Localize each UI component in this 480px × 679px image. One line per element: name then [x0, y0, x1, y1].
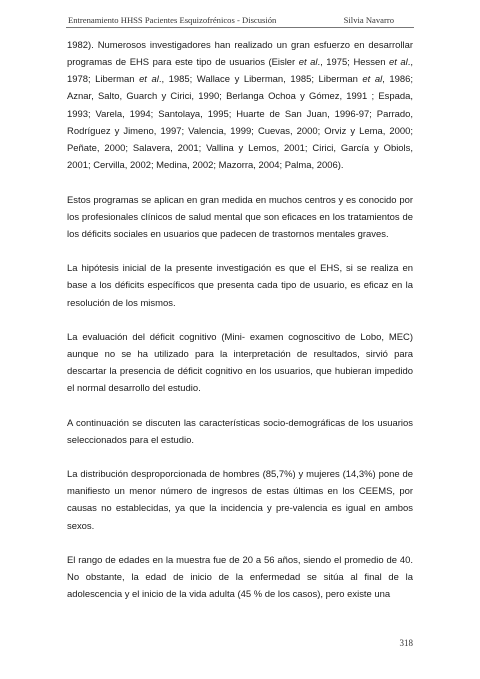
running-header-title: Entrenamiento HHSS Pacientes Esquizofrénicos - Discusión — [68, 15, 277, 25]
text-run: ., 1978; Liberman — [67, 57, 413, 86]
text-run: La evaluación del déficit cognitivo (Mini- examen cognoscitivo de Lobo, MEC) aunque no se ha utilizado para la interpretación de resultados, sirvió para descartar la presencia de déficit cognitivo en los usuarios, que hubieran impedido el normal desarrollo del estudio. — [67, 331, 413, 395]
body-text — [67, 37, 413, 620]
italic-citation: et al — [362, 74, 383, 86]
text-run: ., 1985; Wallace y Liberman, 1985; Liberman — [158, 74, 363, 86]
paragraph — [67, 329, 413, 398]
text-run: La distribución desproporcionada de hombres (85,7%) y mujeres (14,3%) pone de manifiesto un menor número de ingresos de estas últimas en los CEEMS, por causas no establecidas, ya que la incidencia y pre-valencia es igual en ambos sexos. — [67, 469, 413, 532]
text-run: La hipótesis inicial de la presente investigación es que el EHS, si se realiza en base a los déficits específicos que presenta cada tipo de usuario, es eficaz en la resolución de los mismos. — [67, 263, 413, 309]
text-run: Estos programas se aplican en gran medida en muchos centros y es conocido por los profesionales clínicos de salud mental que son eficaces en los tratamientos de los déficits sociales en usuarios que padecen de trastornos mentales graves. — [67, 194, 413, 240]
text-run: A continuación se discuten las características socio-demográficas de los usuarios seleccionados para el estudio. — [67, 417, 413, 446]
paragraph — [67, 415, 413, 449]
header-divider — [66, 27, 414, 28]
paragraph — [67, 552, 413, 603]
text-run: , 1986; Aznar, Salto, Guarch y Cirici, 1990; Berlanga Ochoa y Gómez, 1991 ; Espada, 1993; Varela, 1994; Santolaya, 1995; Huarte de San Juan, 1996-97; Parrado, Rodríguez y Jimeno, 1997; Valencia, 1999; Cuevas, 2000; Orviz y Lema, 2000; Peñate, 2000; Salavera, 2001; Vallina y Lemos, 2001; Cirici, García y Obiols, 2001; Cervilla, 2002; Medina, 2002; Mazorra, 2004; Palma, 2006). — [67, 74, 413, 172]
italic-citation: et al — [388, 57, 408, 69]
paragraph — [67, 260, 413, 311]
italic-citation: et al — [139, 74, 159, 86]
text-run: ., 1975; Hessen — [317, 57, 389, 69]
text-run: 1982). Numerosos investigadores han realizado un gran esfuerzo en desarrollar programas de EHS para este tipo de usuarios (Eisler — [67, 40, 413, 69]
paragraph — [67, 466, 413, 535]
page-number: 318 — [399, 638, 413, 648]
italic-citation: et al — [298, 57, 318, 69]
paragraph — [67, 37, 413, 174]
text-run: El rango de edades en la muestra fue de 20 a 56 años, siendo el promedio de 40. No obstante, la edad de inicio de la enfermedad se sitúa al final de la adolescencia y el inicio de la vida adulta (45 % de los casos), pero existe una — [67, 554, 413, 601]
running-header-author: Silvia Navarro — [343, 15, 394, 25]
paragraph — [67, 192, 413, 243]
